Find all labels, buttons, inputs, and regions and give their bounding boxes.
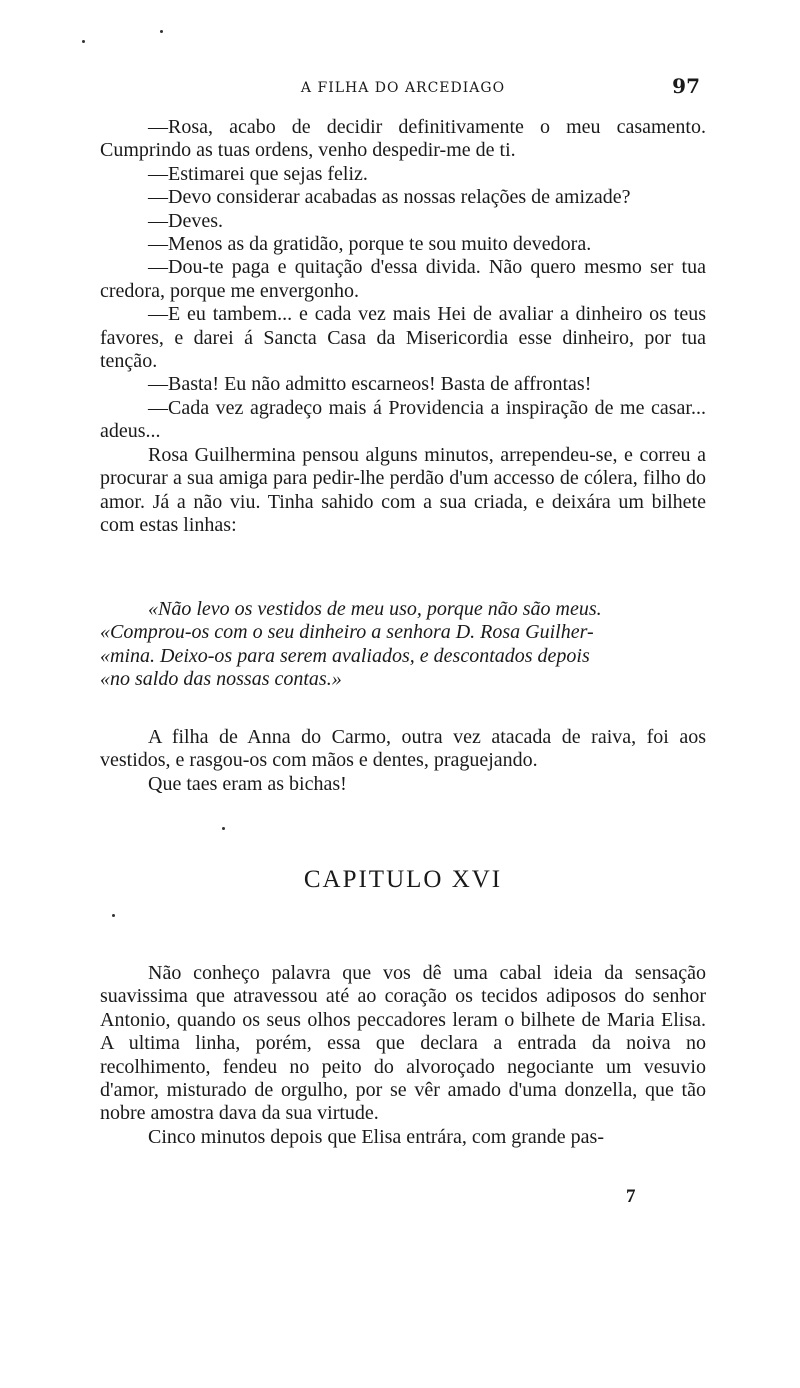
paragraph: —E eu tambem... e cada vez mais Hei de avaliar a dinheiro os teus favores, e darei á Sancta Casa da Misericordia esse dinheiro, por tua tenção.: [100, 303, 706, 373]
ink-speck: [160, 30, 163, 33]
paragraph: —Dou-te paga e quitação d'essa divida. Não quero mesmo ser tua credora, porque me envergonho.: [100, 256, 706, 302]
paragraph: Rosa Guilhermina pensou alguns minutos, arrependeu-se, e correu a procurar a sua amiga para pedir-lhe perdão d'um accesso de cólera, filho do amor. Já a não viu. Tinha sahido com a sua criada, e deixára um bilhete com estas linhas:: [100, 443, 706, 536]
quoted-note: [100, 598, 706, 692]
note-line: «Comprou-os com o seu dinheiro a senhora D. Rosa Guilher-: [100, 621, 594, 644]
paragraph: —Menos as da gratidão, porque te sou muito devedora.: [148, 233, 592, 256]
dialogue-section: [100, 116, 706, 537]
paragraph: Que taes eram as bichas!: [148, 772, 347, 795]
paragraph: —Basta! Eu não admitto escarneos! Basta de affrontas!: [148, 373, 592, 396]
note-line: «Não levo os vestidos de meu uso, porque não são meus.: [148, 598, 602, 620]
closing-section: [100, 726, 706, 796]
paragraph: —Estimarei que sejas feliz.: [148, 162, 368, 185]
page-number: 97: [672, 74, 700, 98]
chapter-title: CAPITULO XVI: [303, 866, 503, 893]
ink-speck: [112, 914, 115, 917]
page-header: [100, 74, 706, 102]
signature-mark: 7: [626, 1186, 636, 1207]
note-line: «mina. Deixo-os para serem avaliados, e descontados depois: [100, 644, 590, 667]
ink-speck: [222, 827, 225, 830]
paragraph: —Devo considerar acabadas as nossas relações de amizade?: [148, 186, 631, 209]
paragraph: Cinco minutos depois que Elisa entrára, com grande pas-: [148, 1125, 604, 1148]
paragraph: —Rosa, acabo de decidir definitivamente o meu casamento. Cumprindo as tuas ordens, venho despedir-me de ti.: [100, 116, 706, 162]
running-title: A FILHA DO ARCEDIAGO: [300, 80, 506, 96]
ink-speck: [82, 40, 85, 43]
chapter-body: [100, 962, 706, 1149]
note-line: «no saldo das nossas contas.»: [100, 668, 342, 691]
paragraph: Não conheço palavra que vos dê uma cabal ideia da sensação suavissima que atravessou até ao coração os tecidos adiposos do senhor Antonio, quando os seus olhos peccadores leram o bilhete de Maria Elisa. A ultima linha, porém, essa que declara a entrada da noiva no recolhimento, fendeu no peito do alvoroçado negociante um vesuvio d'amor, misturado de orgulho, por se vêr amado d'uma donzella, que tão nobre amostra dava da sua virtude.: [100, 962, 706, 1125]
paragraph: —Cada vez agradeço mais á Providencia a inspiração de me casar... adeus...: [100, 396, 706, 443]
paragraph: —Deves.: [148, 209, 223, 232]
paragraph: A filha de Anna do Carmo, outra vez atacada de raiva, foi aos vestidos, e rasgou-os com mãos e dentes, praguejando.: [100, 726, 706, 772]
